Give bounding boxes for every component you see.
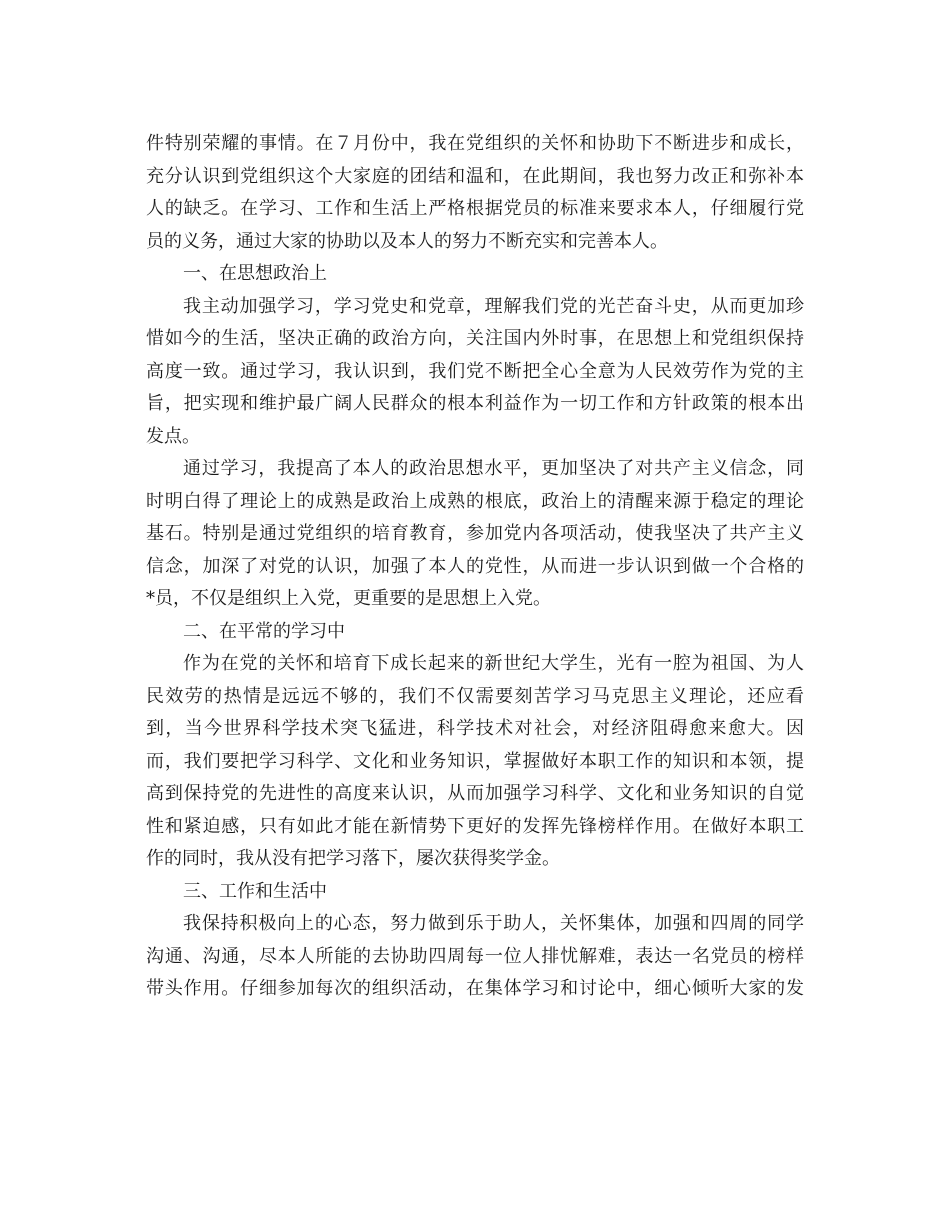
text-line: 作的同时，我从没有把学习落下，屡次获得奖学金。: [146, 848, 560, 869]
text-line: 我主动加强学习，学习党史和党章，理解我们党的光芒奋斗史，从而更加珍: [183, 295, 804, 317]
text-line: 高度一致。通过学习，我认识到，我们党不断把全心全意为人民效劳作为党的主: [146, 360, 804, 382]
text-line: 通过学习，我提高了本人的政治思想水平，更加坚决了对共产主义信念，同: [183, 458, 804, 479]
text-line: 充分认识到党组织这个大家庭的团结和温和，在此期间，我也努力改正和弥补本: [146, 165, 804, 187]
text-line: 基石。特别是通过党组织的培育教育，参加党内各项活动，使我坚决了共产主义: [146, 523, 804, 544]
text-line: 人的缺乏。在学习、工作和生活上严格根据党员的标准来要求本人，仔细履行党: [146, 198, 804, 219]
text-line: 高到保持党的先进性的高度来认识，从而加强学习科学、文化和业务知识的自觉: [146, 783, 804, 804]
section-heading: 三、工作和生活中: [183, 880, 327, 902]
text-line: 信念，加深了对党的认识，加强了本人的党性，从而进一步认识到做一个合格的: [146, 555, 804, 577]
text-line: 惜如今的生活，坚决正确的政治方向，关注国内外时事，在思想上和党组织保持: [146, 328, 804, 349]
text-line: 旨，把实现和维护最广阔人民群众的根本利益作为一切工作和方针政策的根本出: [146, 393, 804, 414]
section-heading: 二、在平常的学习中: [183, 620, 345, 642]
text-line: 时明白得了理论上的成熟是政治上成熟的根底，政治上的清醒来源于稳定的理论: [146, 490, 804, 512]
text-line: 我保持积极向上的心态，努力做到乐于助人，关怀集体，加强和四周的同学: [183, 913, 804, 934]
text-line: 到，当今世界科学技术突飞猛进，科学技术对社会，对经济阻碍愈来愈大。因: [146, 718, 804, 739]
text-line: 作为在党的关怀和培育下成长起来的新世纪大学生，光有一腔为祖国、为人: [183, 653, 804, 674]
section-heading: 一、在思想政治上: [183, 263, 327, 284]
text-line: 性和紧迫感，只有如此才能在新情势下更好的发挥先锋榜样作用。在做好本职工: [146, 815, 804, 837]
document-body: [146, 128, 804, 1006]
text-line: 带头作用。仔细参加每次的组织活动，在集体学习和讨论中，细心倾听大家的发: [146, 978, 804, 999]
text-line: 员的义务，通过大家的协助以及本人的努力不断充实和完善本人。: [146, 230, 668, 252]
text-line: 民效劳的热情是远远不够的，我们不仅需要刻苦学习马克思主义理论，还应看: [146, 685, 804, 707]
text-line: 沟通、沟通，尽本人所能的去协助四周每一位人排忧解难，表达一名党员的榜样: [146, 945, 804, 967]
text-line: 而，我们要把学习科学、文化和业务知识，掌握做好本职工作的知识和本领，提: [146, 750, 804, 772]
text-line: 件特别荣耀的事情。在７月份中，我在党组织的关怀和协助下不断进步和成长，: [146, 133, 804, 154]
text-line: *员，不仅是组织上入党，更重要的是思想上入党。: [146, 588, 551, 609]
text-line: 发点。: [146, 425, 200, 447]
